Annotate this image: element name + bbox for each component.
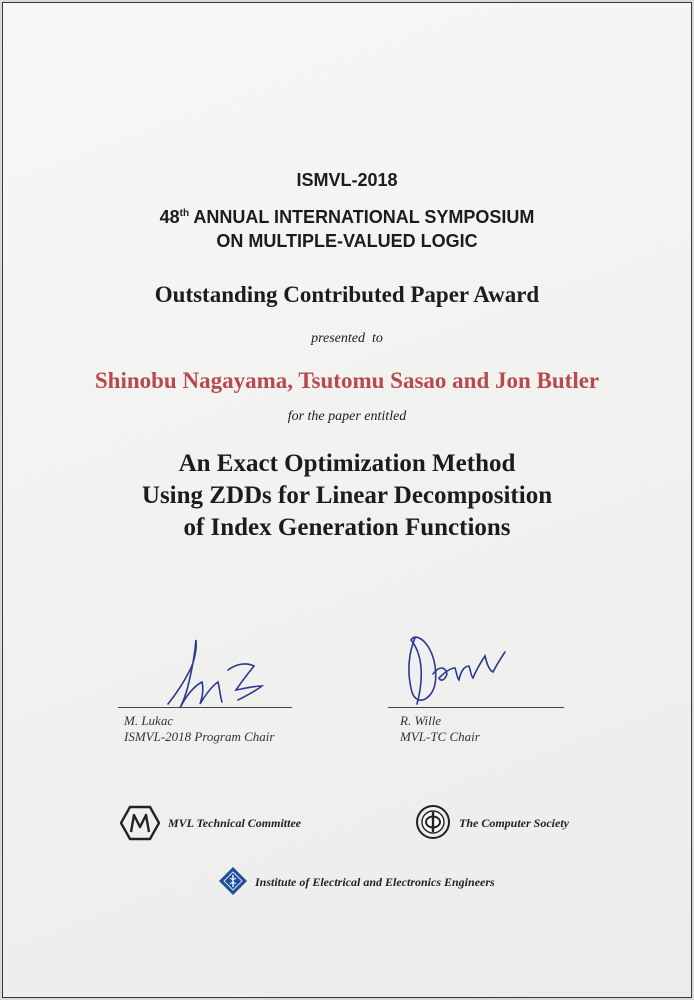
symposium-line-1 [0,207,694,228]
paper-title-line-1: An Exact Optimization Method [178,450,516,477]
conference-name: ISMVL-2018 [296,170,398,190]
signatory-name-wille: R. Wille [400,713,442,728]
symposium-ordinal-suffix: th [179,208,190,219]
signature-line-left [118,707,292,708]
ieee-name: Institute of Electrical and Electronics Engineers [255,875,495,889]
symposium-line-2: ON MULTIPLE-VALUED LOGIC [216,231,478,251]
symposium-ordinal: 48 [159,207,180,227]
signatory-lukac [124,713,274,745]
ieee-logo-icon [218,866,248,896]
mvl-committee-name: MVL Technical Committee [168,816,302,830]
signatory-wille [400,713,480,745]
symposium-line-1-text: ANNUAL INTERNATIONAL SYMPOSIUM [189,207,535,227]
signature-line-right [388,707,564,708]
signatory-role-wille: MVL-TC Chair [400,729,480,744]
recipients-names: Shinobu Nagayama, Tsutomu Sasao and Jon Butler [94,368,600,393]
signatory-role-lukac: ISMVL-2018 Program Chair [124,729,275,744]
paper-title-line-2: Using ZDDs for Linear Decomposition [141,482,553,509]
signature-wille [395,622,525,717]
signatory-name-lukac: M. Lukac [124,713,174,728]
for-paper-text: for the paper entitled [287,409,407,424]
paper-title-line-3: of Index Generation Functions [183,514,511,541]
computer-society-name: The Computer Society [459,816,569,830]
presented-to-text: presented to [311,331,383,346]
award-title: Outstanding Contributed Paper Award [154,282,540,307]
computer-society-logo-icon [415,804,451,840]
mvl-logo-icon [120,805,160,841]
